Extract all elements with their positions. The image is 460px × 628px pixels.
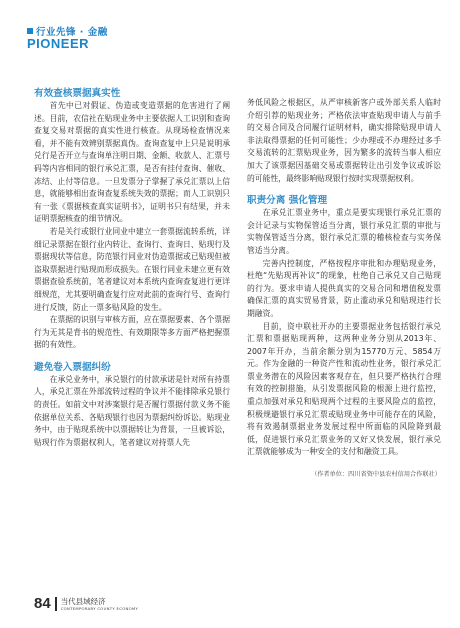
magazine-subtitle: CONTEMPORARY COUNTY ECONOMY [60, 606, 139, 611]
paragraph: 首先中已对假证、伪造或变造票据的危害进行了阐述。目前，农信社在贴现业务中主要依据人工识别和查询查复交易对票据的真实性进行核查。从现场检查情况来看，并不能有效辨别票据真伪。查询查复中上只是说明承兑行是否开立与查询单注明日期、金额、收款人、汇票号码等内容相同的银行承兑汇票，是否有挂付查询、催收、冻结、止付等信息。一旦发票分子掌握了承兑汇票以上信息，就能够相出查询查复系统失效的票据；而人工识别只有一张《票据核查真实证明书》，证明书只有结果，并未证明票据核查的细节情况。 [34, 101, 230, 224]
magazine-name: 当代县域经济 [60, 597, 106, 606]
paragraph: 若是关行或银行业同业中建立一套票据流转系统，详细记录票据在银行业内转让、查询行、查询日、贴现行及票据现状等信息，防范银行同业对伪造票据或已贴现但被盗取票据进行贴现而形成损失。在银行同业未建立更有效票据查验系统前，笔者建议对本系统内查询查复进行更详细规范，尤其要明确查复行应对此前的查询行号、查询行进行反馈，防止一票多贴风险的发生。 [34, 226, 230, 312]
square-bullet-icon [27, 28, 33, 34]
section-heading: 避免卷入票据纠纷 [34, 361, 111, 373]
brand-title: PIONEER [27, 36, 90, 51]
author-affiliation: （作者单位：四川省资中县农村信用合作联社） [311, 471, 441, 479]
magazine-title [61, 597, 138, 611]
paragraph: 目前，资中联社开办的主要票据业务包括银行承兑汇票和票据贴现两种，这两种业务分别从2013年、2007年开办，当前余额分别为15770万元、5854万元。作为金融的一种资产性和流动性业务，银行承兑汇票业务潜在的风险因素客观存在，但只要严格执行合理有效的控制措施，从引发票据风险的根源上进行监控，重点加强对承兑和贴现两个过程的主要风险点的监控，积极规避银行承兑汇票或贴现业务中可能存在的风险，将有效遏制票据业务发展过程中所面临的风险降到最低，促进银行承兑汇票业务的又好又快发展，银行承兑汇票就能够成为一种安全的支付和融资工具。 [247, 321, 441, 457]
page-number: 84 [34, 595, 51, 612]
paragraph: 在承兑汇票业务中，重点是要实现银行承兑汇票的会计记录与实物保管适当分离，银行承兑汇票的审批与实物保管适当分离，银行承兑汇票的稽核检查与实务保管适当分离。 [247, 208, 441, 255]
divider [55, 597, 57, 611]
paragraph: 完善内控制度，严格按程序审批和办理贴现业务，杜绝“先贴现再补议”的现象，杜绝自己承兑又自己贴现的行为。要求申请人提供真实的交易合同和增值税发票确保汇票的真实贸易背景，防止滥动承兑和贴现违行长期融资。 [247, 258, 441, 318]
page-footer [34, 596, 138, 611]
left-column [34, 88, 230, 449]
page-header [0, 0, 460, 56]
right-column [247, 97, 441, 482]
section-heading: 有效查核票据真实性 [34, 88, 121, 99]
paragraph: 在票据的识别与审核方面，应在票据要素、各个票据行为无其是背书的规范性、有效期限等多方面严格把握票据的有效性。 [34, 315, 230, 350]
section-heading: 职责分离 强化管理 [247, 195, 328, 207]
section-title: 行业先锋 · 金融 [36, 27, 108, 38]
paragraph: 在承兑业务中，承兑银行的付款承诺是针对所有持票人，承兑汇票在外部流转过程的争议并不能排除承兑银行的责任。如前文中对涉案银行是否履行票据付款义务不能依据单位关系、各贴现银行也因为票据纠纷诉讼。贴现业务中，由于贴现系统中以票据转让为背景，一旦被诉讼，贴现行作为票据权利人，笔者建议对持票人先 [34, 374, 230, 447]
paragraph: 务低风险之根据区，从严审核新客户或外部关系人临时介绍引荐的贴现业务；严格依法审查贴现申请人与前手的交易合同及合同履行证明材料，确实排除贴现申请人非法取得票据的任何可能性；少办理或不办理经过多手交易流转的汇票贴现业务，因为繁多的流转当事人相应加大了该票据因基础交易或票据转让出引发争议或诉讼的可能性，最终影响贴现银行按时实现票据权利。 [247, 98, 441, 183]
